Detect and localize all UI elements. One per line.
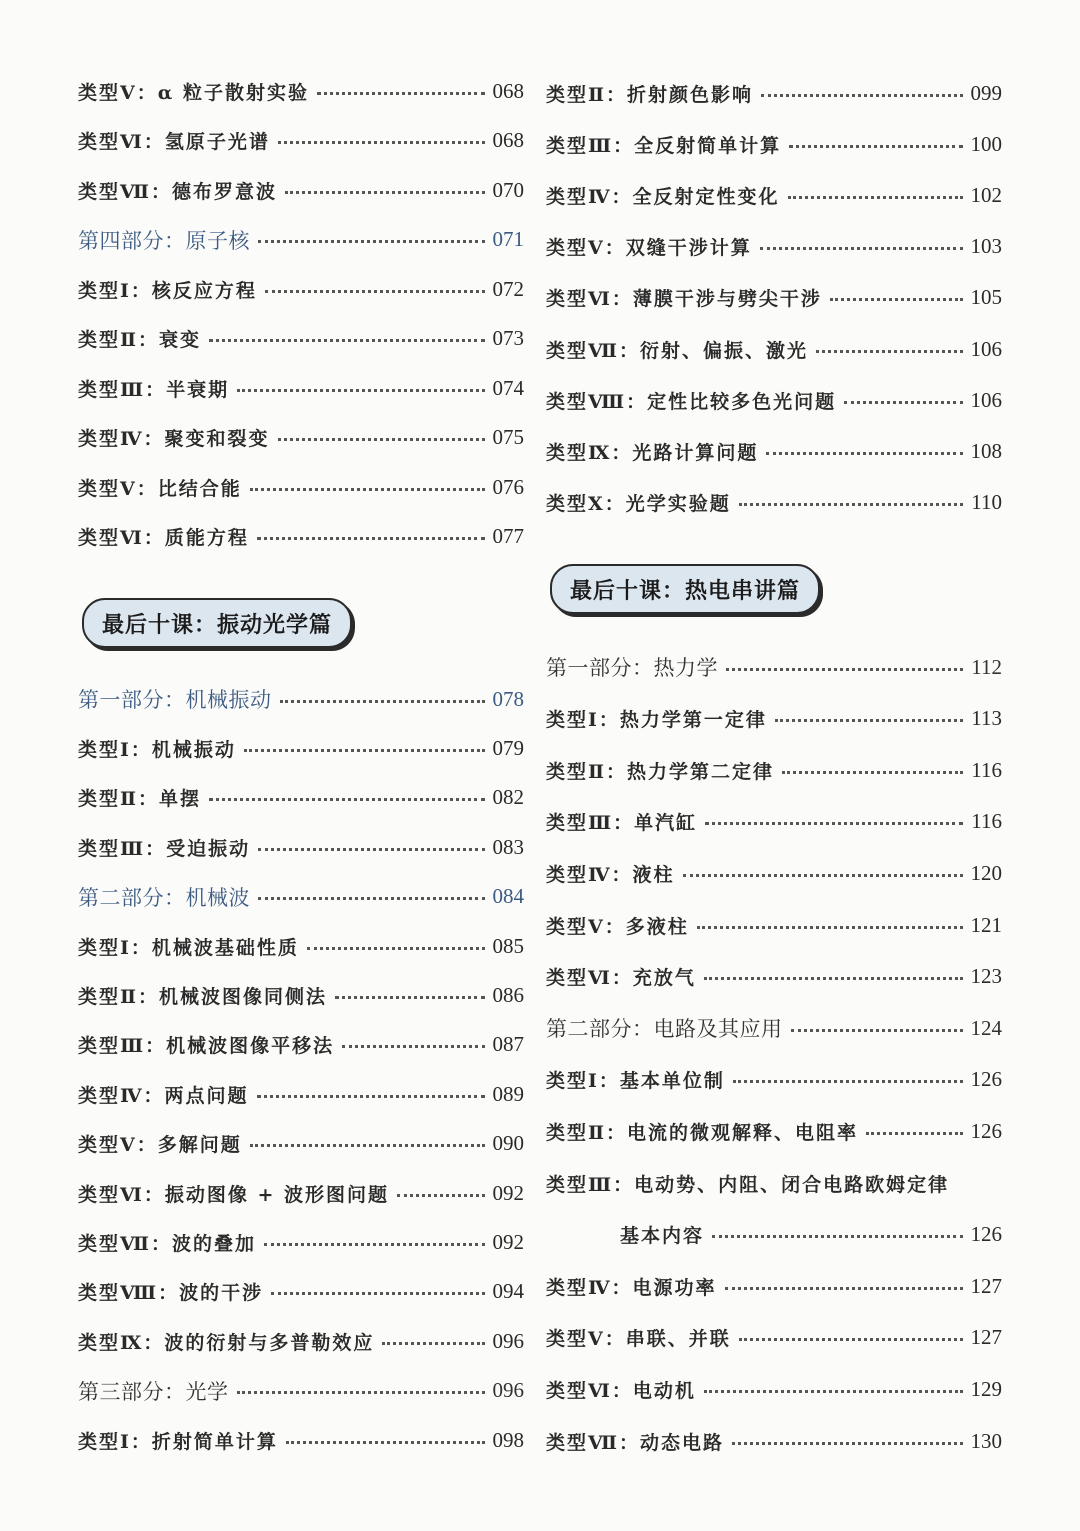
dot-leader bbox=[335, 996, 484, 999]
toc-entry-page-number: 123 bbox=[970, 964, 1002, 989]
toc-entry[interactable] bbox=[78, 1127, 524, 1161]
toc-entry[interactable] bbox=[78, 781, 524, 815]
toc-entry-page-number: 074 bbox=[492, 375, 524, 400]
toc-entry-label: 类型Ⅶ：波的叠加 bbox=[78, 1232, 256, 1255]
toc-entry-page-number: 106 bbox=[970, 387, 1002, 412]
section-title-vibration-optics: 最后十课：振动光学篇 bbox=[82, 598, 352, 648]
dot-leader bbox=[733, 1080, 963, 1083]
toc-entry[interactable] bbox=[546, 281, 1002, 315]
toc-entry-label: 类型Ⅵ：薄膜干涉与劈尖干涉 bbox=[546, 288, 822, 311]
toc-entry-page-number: 084 bbox=[492, 884, 524, 909]
toc-entry-page-number: 089 bbox=[492, 1081, 524, 1106]
toc-entry-page-number: 126 bbox=[970, 1222, 1002, 1247]
toc-entry-page-number: 071 bbox=[492, 227, 524, 251]
section-title-thermal-electric: 最后十课：热电串讲篇 bbox=[550, 564, 820, 614]
toc-entry[interactable] bbox=[546, 1269, 1002, 1303]
toc-entry[interactable] bbox=[78, 520, 524, 554]
dot-leader bbox=[782, 771, 963, 774]
toc-entry-page-number: 068 bbox=[492, 128, 524, 152]
toc-entry-page-number: 110 bbox=[971, 490, 1002, 515]
toc-entry-label: 类型Ⅹ：光学实验题 bbox=[546, 493, 731, 516]
toc-entry-page-number: 105 bbox=[970, 285, 1002, 310]
toc-part-entry[interactable] bbox=[78, 223, 524, 257]
dot-leader bbox=[725, 1287, 963, 1290]
toc-entry-page-number: 112 bbox=[971, 654, 1002, 679]
dot-leader bbox=[244, 749, 485, 752]
toc-entry[interactable] bbox=[546, 702, 1002, 736]
toc-entry[interactable] bbox=[78, 74, 524, 108]
toc-entry-page-number: 121 bbox=[970, 912, 1002, 937]
toc-entry-page-number: 130 bbox=[970, 1428, 1002, 1453]
toc-part-entry[interactable] bbox=[546, 650, 1002, 684]
toc-entry-page-number: 113 bbox=[971, 706, 1002, 731]
toc-entry-label: 类型Ⅲ：半衰期 bbox=[78, 378, 230, 401]
toc-part-entry[interactable] bbox=[78, 880, 524, 914]
dot-leader bbox=[697, 926, 963, 929]
toc-part-entry[interactable] bbox=[546, 1011, 1002, 1045]
toc-entry[interactable] bbox=[546, 805, 1002, 839]
toc-entry[interactable] bbox=[78, 1275, 524, 1309]
toc-entry[interactable] bbox=[546, 908, 1002, 942]
toc-entry-label: 类型Ⅸ：波的衍射与多普勒效应 bbox=[78, 1331, 375, 1354]
dot-leader bbox=[726, 668, 963, 671]
dot-leader bbox=[705, 822, 963, 825]
toc-entry[interactable] bbox=[78, 978, 524, 1012]
toc-entry-label: 类型Ⅵ：振动图像 + 波形图问题 bbox=[78, 1183, 389, 1206]
toc-entry-page-number: 106 bbox=[970, 336, 1002, 361]
toc-entry-page-number: 070 bbox=[492, 177, 524, 202]
toc-entry[interactable] bbox=[546, 332, 1002, 366]
toc-entry[interactable] bbox=[546, 178, 1002, 212]
dot-leader bbox=[317, 92, 485, 95]
toc-entry-page-number: 076 bbox=[492, 474, 524, 499]
toc-entry-label: 第二部分：电路及其应用 bbox=[546, 1017, 783, 1042]
toc-entry[interactable] bbox=[78, 1324, 524, 1358]
toc-entry[interactable] bbox=[546, 856, 1002, 890]
toc-part-entry[interactable] bbox=[78, 682, 524, 716]
toc-entry-label: 类型Ⅱ：折射颜色影响 bbox=[546, 83, 754, 106]
toc-entry[interactable] bbox=[78, 1423, 524, 1457]
toc-entry-label: 类型Ⅰ：机械波基础性质 bbox=[78, 936, 299, 959]
toc-entry-label: 类型Ⅰ：机械振动 bbox=[78, 738, 236, 761]
toc-entry-label: 类型Ⅳ：电源功率 bbox=[546, 1276, 717, 1299]
toc-entry-page-number: 073 bbox=[492, 326, 524, 350]
dot-leader bbox=[209, 798, 484, 801]
toc-entry-label: 类型Ⅳ：聚变和裂变 bbox=[78, 428, 270, 450]
toc-entry-label: 类型Ⅵ：充放气 bbox=[546, 967, 696, 990]
dot-leader bbox=[286, 1441, 485, 1444]
dot-leader bbox=[704, 1390, 963, 1393]
dot-leader bbox=[712, 1235, 962, 1238]
toc-entry-label: 类型Ⅴ：多解问题 bbox=[78, 1134, 242, 1157]
dot-leader bbox=[397, 1194, 485, 1197]
toc-entry-page-number: 103 bbox=[970, 234, 1002, 259]
toc-entry-page-number: 098 bbox=[492, 1427, 524, 1452]
toc-entry-label: 第三部分：光学 bbox=[78, 1379, 229, 1404]
toc-entry[interactable] bbox=[546, 1424, 1002, 1458]
toc-entry-label: 类型Ⅴ：比结合能 bbox=[78, 477, 242, 500]
toc-entry-label: 第一部分：机械振动 bbox=[78, 688, 272, 712]
dot-leader bbox=[382, 1342, 484, 1345]
toc-entry-page-number: 079 bbox=[492, 735, 524, 760]
toc-entry-label: 类型Ⅴ：α 粒子散射实验 bbox=[78, 81, 309, 104]
toc-entry-page-number: 127 bbox=[970, 1273, 1002, 1298]
toc-entry-label: 类型Ⅱ：单摆 bbox=[78, 788, 202, 811]
dot-leader bbox=[739, 1338, 963, 1341]
dot-leader bbox=[285, 191, 485, 194]
toc-entry-page-number: 078 bbox=[492, 686, 524, 711]
toc-entry-page-number: 108 bbox=[970, 438, 1002, 463]
toc-entry-page-number: 092 bbox=[492, 1229, 524, 1254]
toc-entry-page-number: 085 bbox=[492, 933, 524, 958]
toc-entry-label: 类型Ⅴ：双缝干涉计算 bbox=[546, 237, 752, 260]
toc-entry-label: 类型Ⅶ：动态电路 bbox=[546, 1431, 724, 1454]
toc-entry-label: 类型Ⅱ：电流的微观解释、电阻率 bbox=[546, 1121, 859, 1144]
toc-entry[interactable] bbox=[78, 173, 524, 207]
toc-entry-page-number: 094 bbox=[492, 1279, 524, 1304]
dot-leader bbox=[209, 339, 484, 342]
toc-entry[interactable] bbox=[78, 929, 524, 963]
dot-leader bbox=[704, 977, 963, 980]
toc-entry-label: 类型Ⅶ：德布罗意波 bbox=[78, 180, 277, 203]
toc-entry-label: 类型Ⅷ：定性比较多色光问题 bbox=[546, 390, 837, 413]
dot-leader bbox=[844, 401, 962, 404]
toc-entry-page-number: 090 bbox=[492, 1131, 524, 1156]
dot-leader bbox=[250, 1144, 485, 1147]
toc-entry-page-number: 129 bbox=[970, 1376, 1002, 1401]
toc-entry[interactable] bbox=[78, 731, 524, 765]
toc-entry-page-number: 082 bbox=[492, 785, 524, 810]
dot-leader bbox=[816, 350, 963, 353]
toc-entry-label: 类型Ⅲ：单汽缸 bbox=[546, 812, 698, 835]
toc-entry-label: 类型Ⅰ：折射简单计算 bbox=[78, 1430, 278, 1453]
dot-leader bbox=[866, 1132, 962, 1135]
dot-leader bbox=[280, 700, 485, 703]
toc-entry-page-number: 086 bbox=[492, 982, 524, 1007]
toc-entry[interactable] bbox=[78, 1028, 524, 1062]
dot-leader bbox=[775, 719, 963, 722]
toc-entry-label: 类型Ⅲ：电动势、内阻、闭合电路欧姆定律 bbox=[546, 1173, 950, 1196]
toc-entry-label: 类型Ⅵ：氢原子光谱 bbox=[78, 131, 270, 153]
dot-leader bbox=[683, 874, 963, 877]
dot-leader bbox=[766, 452, 962, 455]
toc-entry[interactable] bbox=[546, 1063, 1002, 1097]
toc-entry-label: 类型Ⅵ：质能方程 bbox=[78, 527, 249, 549]
toc-entry-label: 类型Ⅳ：全反射定性变化 bbox=[546, 185, 780, 208]
toc-entry-label: 类型Ⅲ：全反射简单计算 bbox=[546, 134, 782, 157]
dot-leader bbox=[739, 503, 964, 506]
dot-leader bbox=[788, 196, 963, 199]
dot-leader bbox=[250, 488, 485, 491]
dot-leader bbox=[265, 290, 485, 293]
toc-entry[interactable] bbox=[78, 124, 524, 158]
toc-entry[interactable] bbox=[546, 434, 1002, 468]
toc-entry-label: 类型Ⅲ：受迫振动 bbox=[78, 837, 251, 860]
toc-entry-label: 类型Ⅰ：核反应方程 bbox=[78, 279, 257, 302]
toc-entry[interactable] bbox=[78, 1077, 524, 1111]
toc-entry-page-number: 087 bbox=[492, 1032, 524, 1057]
toc-entry-page-number: 077 bbox=[492, 524, 524, 548]
toc-entry[interactable] bbox=[546, 1114, 1002, 1148]
dot-leader bbox=[761, 94, 962, 97]
toc-entry[interactable] bbox=[78, 830, 524, 864]
dot-leader bbox=[237, 1391, 485, 1394]
toc-entry[interactable] bbox=[546, 383, 1002, 417]
dot-leader bbox=[307, 947, 485, 950]
dot-leader bbox=[258, 240, 485, 243]
dot-leader bbox=[278, 141, 485, 144]
toc-entry-page-number: 116 bbox=[971, 757, 1002, 782]
toc-entry-label: 类型Ⅴ：多液柱 bbox=[546, 915, 689, 938]
dot-leader bbox=[257, 537, 485, 540]
toc-entry-label: 第二部分：机械波 bbox=[78, 885, 250, 910]
toc-entry[interactable] bbox=[78, 371, 524, 405]
toc-entry[interactable] bbox=[546, 1218, 1002, 1252]
toc-entry-page-number: 096 bbox=[492, 1378, 524, 1403]
toc-entry[interactable] bbox=[546, 1372, 1002, 1406]
toc-entry-page-number: 068 bbox=[492, 78, 524, 103]
toc-entry-label: 基本内容 bbox=[620, 1225, 705, 1248]
toc-entry-label: 类型Ⅱ：机械波图像同侧法 bbox=[78, 985, 328, 1008]
dot-leader bbox=[258, 897, 485, 900]
dot-leader bbox=[258, 848, 484, 851]
toc-entry[interactable] bbox=[546, 230, 1002, 264]
toc-entry[interactable] bbox=[78, 272, 524, 306]
toc-entry-page-number: 127 bbox=[970, 1325, 1002, 1350]
toc-entry-label: 类型Ⅵ：电动机 bbox=[546, 1379, 696, 1402]
toc-entry[interactable] bbox=[546, 486, 1002, 520]
toc-entry-page-number: 075 bbox=[492, 425, 524, 449]
toc-entry-page-number: 096 bbox=[492, 1328, 524, 1353]
toc-entry-label: 类型Ⅶ：衍射、偏振、激光 bbox=[546, 339, 808, 362]
toc-entry-page-number: 072 bbox=[492, 276, 524, 301]
toc-entry[interactable] bbox=[546, 127, 1002, 161]
dot-leader bbox=[760, 247, 963, 250]
dot-leader bbox=[342, 1045, 484, 1048]
toc-entry-page-number: 124 bbox=[970, 1015, 1002, 1040]
dot-leader bbox=[257, 1095, 485, 1098]
toc-entry-label: 类型Ⅱ：衰变 bbox=[78, 329, 202, 351]
toc-entry[interactable] bbox=[78, 470, 524, 504]
toc-entry-label: 第一部分：热力学 bbox=[546, 656, 718, 680]
toc-entry-label: 类型Ⅸ：光路计算问题 bbox=[546, 441, 759, 464]
toc-entry-label: 第四部分：原子核 bbox=[78, 228, 250, 253]
dot-leader bbox=[732, 1442, 963, 1445]
dot-leader bbox=[271, 1292, 484, 1295]
toc-entry-page-number: 100 bbox=[970, 131, 1002, 156]
dot-leader bbox=[789, 145, 962, 148]
toc-entry[interactable] bbox=[546, 1321, 1002, 1355]
toc-part-entry[interactable] bbox=[78, 1374, 524, 1408]
toc-entry-label: 类型Ⅲ：机械波图像平移法 bbox=[78, 1035, 335, 1058]
toc-entry[interactable] bbox=[546, 1166, 1002, 1200]
toc-entry-label: 类型Ⅰ：热力学第一定律 bbox=[546, 709, 767, 732]
toc-entry-page-number: 116 bbox=[971, 809, 1002, 834]
toc-entry-label: 类型Ⅷ：波的干涉 bbox=[78, 1282, 264, 1305]
toc-entry[interactable] bbox=[546, 76, 1002, 110]
dot-leader bbox=[264, 1243, 485, 1246]
toc-entry-label: 类型Ⅰ：基本单位制 bbox=[546, 1070, 725, 1093]
dot-leader bbox=[830, 298, 963, 301]
toc-entry-page-number: 083 bbox=[492, 834, 524, 859]
dot-leader bbox=[791, 1029, 963, 1032]
toc-entry-label: 类型Ⅳ：液柱 bbox=[546, 863, 675, 886]
toc-entry-page-number: 092 bbox=[492, 1180, 524, 1205]
toc-entry-label: 类型Ⅴ：串联、并联 bbox=[546, 1328, 731, 1351]
toc-entry-page-number: 102 bbox=[970, 182, 1002, 207]
toc-entry[interactable] bbox=[546, 753, 1002, 787]
toc-entry[interactable] bbox=[78, 1225, 524, 1259]
toc-entry-label: 类型Ⅳ：两点问题 bbox=[78, 1084, 249, 1107]
dot-leader bbox=[237, 389, 484, 392]
toc-entry[interactable] bbox=[546, 960, 1002, 994]
toc-entry-label: 类型Ⅱ：热力学第二定律 bbox=[546, 760, 775, 783]
toc-entry-page-number: 120 bbox=[970, 860, 1002, 885]
toc-entry[interactable] bbox=[78, 1176, 524, 1210]
toc-entry-page-number: 126 bbox=[970, 1118, 1002, 1143]
toc-entry-page-number: 099 bbox=[970, 80, 1002, 105]
toc-entry[interactable] bbox=[78, 322, 524, 356]
toc-entry[interactable] bbox=[78, 421, 524, 455]
dot-leader bbox=[278, 438, 485, 441]
toc-entry-page-number: 126 bbox=[970, 1067, 1002, 1092]
